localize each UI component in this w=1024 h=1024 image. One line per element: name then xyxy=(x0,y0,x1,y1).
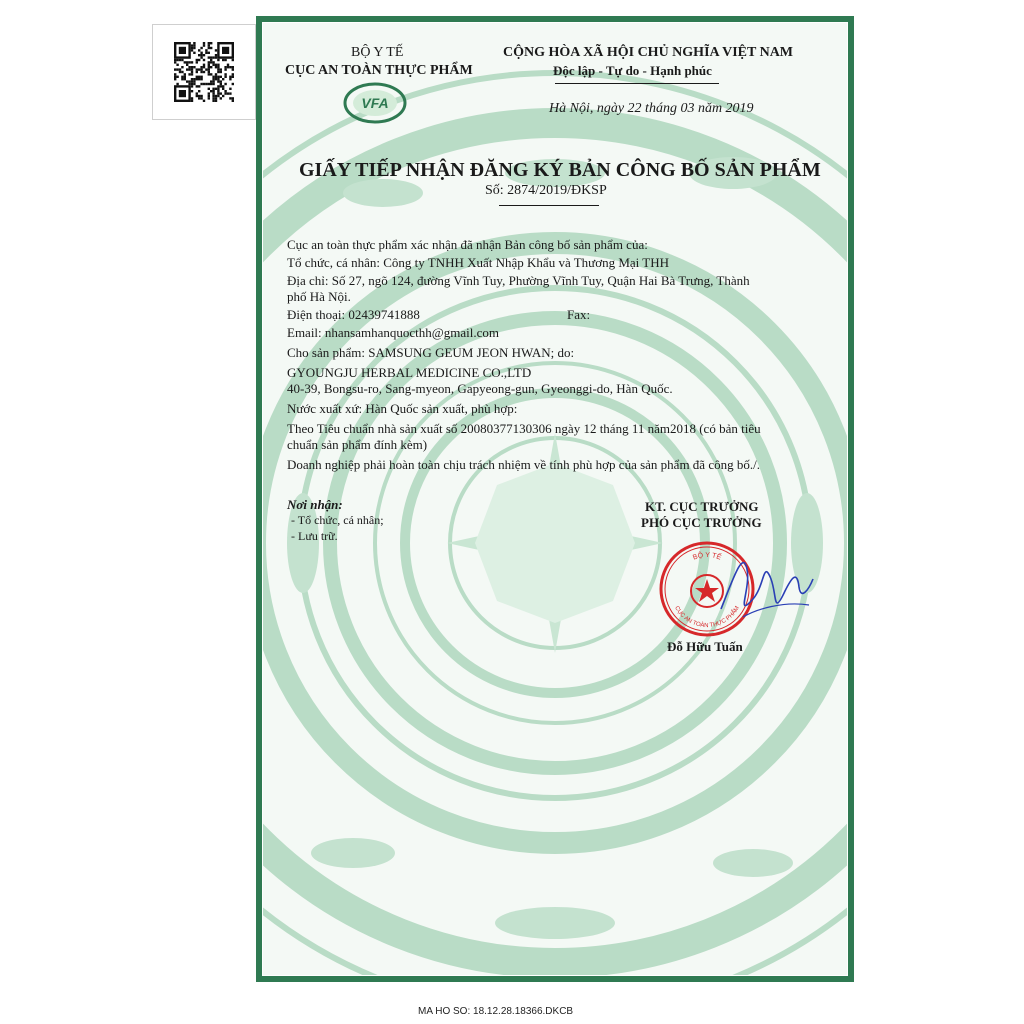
seal-bottom-text: CỤC AN TOÀN THỰC PHẨM xyxy=(673,605,741,630)
seal-top-text: BỘ Y TẾ xyxy=(692,551,722,562)
qr-code-box xyxy=(152,24,256,120)
signer-role: KT. CỤC TRƯỞNG xyxy=(645,499,759,514)
product-line: Cho sản phẩm: SAMSUNG GEUM JEON HWAN; do: xyxy=(287,345,575,360)
address-line-continued: phố Hà Nội. xyxy=(287,289,351,304)
email-line: Email: nhansamhanquocthh@gmail.com xyxy=(287,325,499,340)
standard-line: Theo Tiêu chuẩn nhà sản xuất số 20080377130306 ngày 12 tháng 11 năm2018 (có bản tiêu xyxy=(287,421,761,436)
responsibility-line: Doanh nghiệp phải hoàn toàn chịu trách nhiệm về tính phù hợp của sản phẩm đã công bố./. xyxy=(287,457,760,472)
vfa-logo-text: VFA xyxy=(361,95,389,111)
title-underline xyxy=(499,205,599,206)
issue-date: Hà Nội, ngày 22 tháng 03 năm 2019 xyxy=(549,101,754,116)
address-line: Địa chỉ: Số 27, ngõ 124, đường Vĩnh Tuy, Phường Vĩnh Tuy, Quận Hai Bà Trưng, Thành xyxy=(287,273,750,288)
department-name: CỤC AN TOÀN THỰC PHẨM xyxy=(285,63,473,78)
signer-name: Đỗ Hữu Tuấn xyxy=(667,639,743,654)
ministry-name: BỘ Y TẾ xyxy=(351,45,404,60)
organization-line: Tổ chức, cá nhân: Công ty TNHH Xuất Nhập Khẩu và Thương Mại THH xyxy=(287,255,670,270)
recipient-item: - Tổ chức, cá nhân; xyxy=(291,513,384,527)
recipients-title: Nơi nhận: xyxy=(287,497,343,512)
intro-line: Cục an toàn thực phẩm xác nhận đã nhận Bản công bố sản phẩm của: xyxy=(287,237,648,252)
qr-code-icon xyxy=(174,42,234,102)
fax-label: Fax: xyxy=(567,307,591,322)
certificate-title: GIẤY TIẾP NHẬN ĐĂNG KÝ BẢN CÔNG BỐ SẢN PHẨM xyxy=(299,159,821,181)
standard-line-continued: chuẩn sản phẩm đính kèm) xyxy=(287,437,428,452)
national-motto: Độc lập - Tự do - Hạnh phúc xyxy=(553,63,712,78)
motto-underline xyxy=(555,83,719,84)
phone-line: Điện thoại: 02439741888 xyxy=(287,307,420,322)
origin-line: Nước xuất xứ: Hàn Quốc sản xuất, phù hợp: xyxy=(287,401,518,416)
recipient-item: - Lưu trữ. xyxy=(291,529,338,543)
dossier-code: MA HO SO: 18.12.28.18366.DKCB xyxy=(418,1006,574,1017)
certificate-number: Số: 2874/2019/ĐKSP xyxy=(485,183,607,198)
certificate-frame xyxy=(256,16,854,982)
manufacturer-address: 40-39, Bongsu-ro, Sang-myeon, Gapyeong-gun, Gyeonggi-do, Hàn Quốc. xyxy=(287,381,673,396)
certificate-paper xyxy=(262,22,848,976)
vfa-logo-icon xyxy=(343,81,407,125)
republic-title: CỘNG HÒA XÃ HỘI CHỦ NGHĨA VIỆT NAM xyxy=(503,45,794,60)
manufacturer-name: GYOUNGJU HERBAL MEDICINE CO.,LTD xyxy=(287,365,532,380)
signer-subrole: PHÓ CỤC TRƯỞNG xyxy=(641,515,762,530)
handwritten-signature-icon xyxy=(713,539,823,629)
